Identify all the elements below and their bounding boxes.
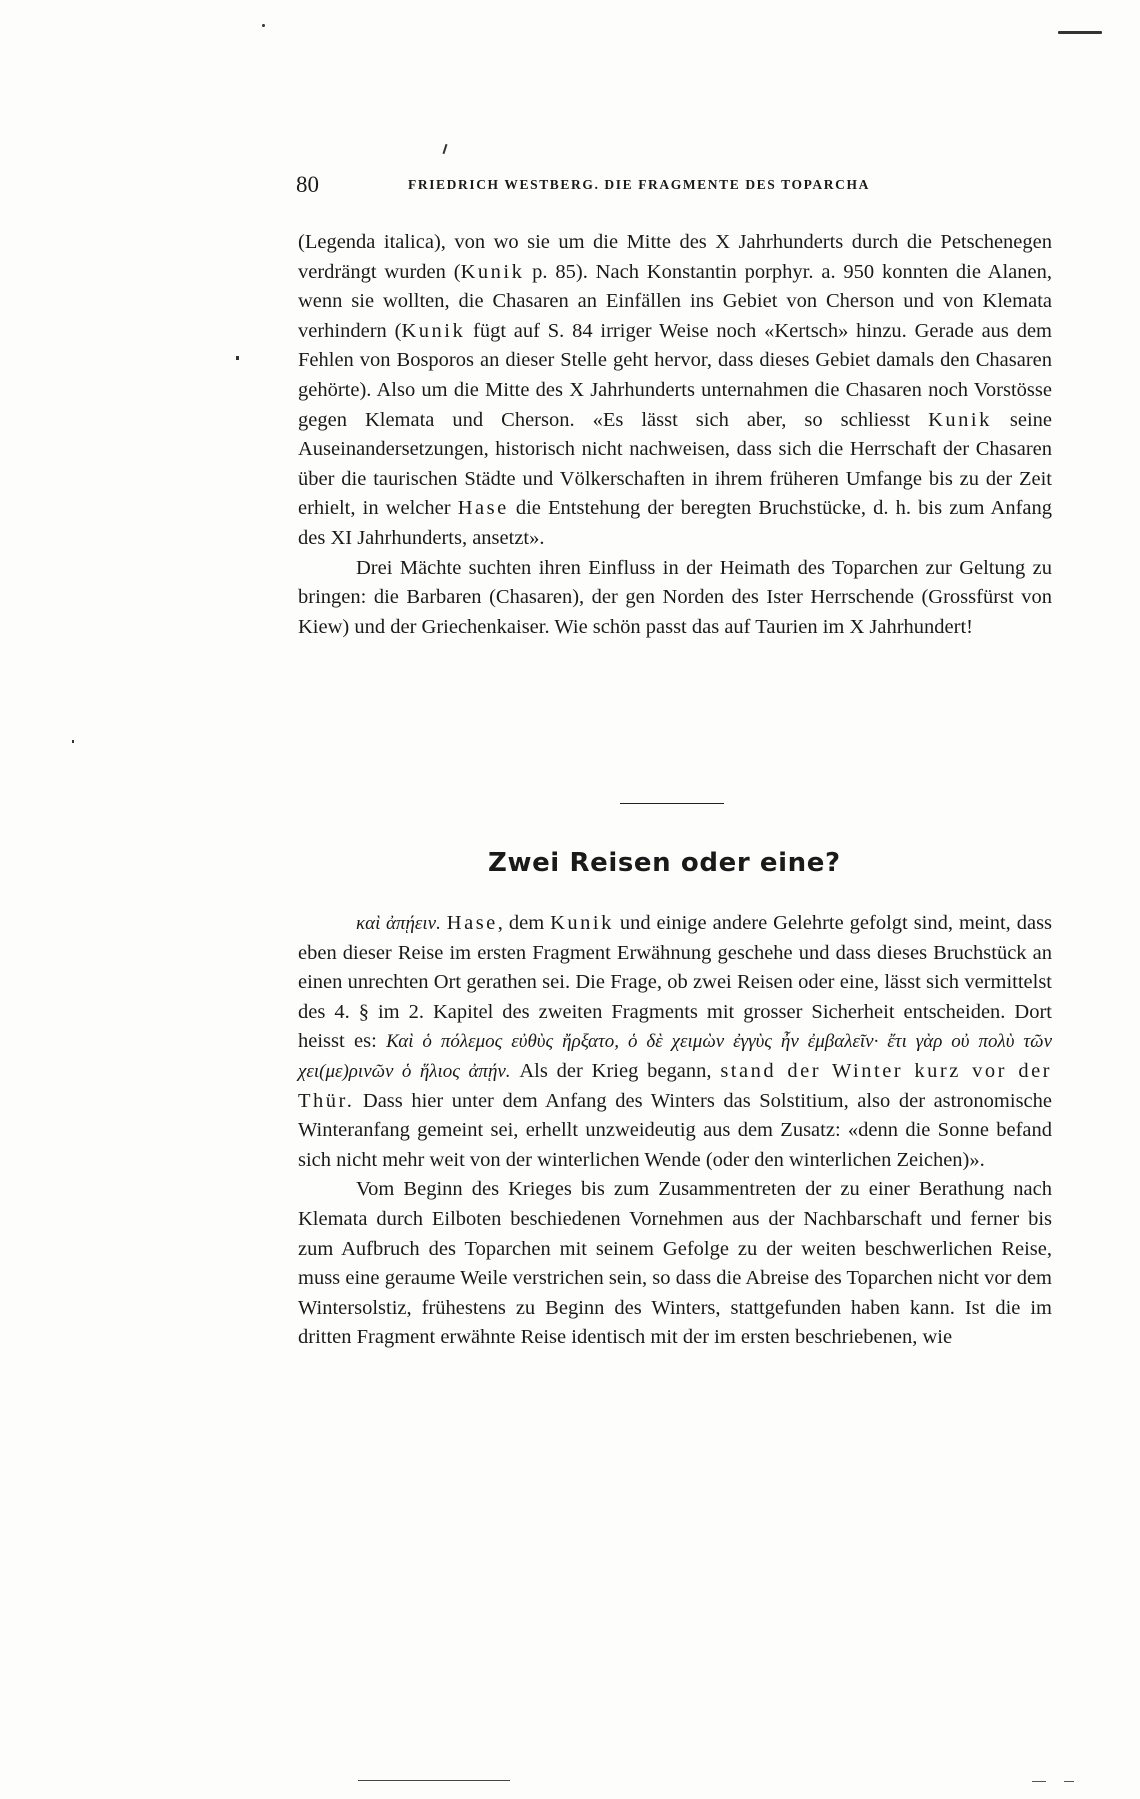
scan-speck [443,144,448,154]
text-block-lower [298,909,1052,1353]
page-header [296,172,1056,212]
section-title: Zwei Reisen oder eine? [488,848,841,878]
text-run: Als der Krieg begann, [510,1059,721,1082]
emphasized-text: stand der Winter kurz vor der Thür. [298,1059,1052,1112]
paragraph: Vom Beginn des Krieges bis zum Zusammentreten der zu einer Berathung nach Klemata durch Eilboten beschiedenen Vornehmen aus der Nachbarschaft und ferner bis zum Aufbruch des Toparchen mit seinem Gefolge zu der weiten beschwerlichen Reise, muss eine geraume Weile verstrichen sein, so dass die Abreise des Toparchen nicht vor dem Wintersolstiz, frühestens zu Beginn des Winters, stattgefunden haben kann. Ist die im dritten Fragment erwähnte Reise identisch mit der im ersten beschriebenen, wie [298,1178,1052,1349]
text-run: die Entstehung der beregten Bruchstücke, d. h. bis zum Anfang des XI Jahrhunderts, ansetzt». [298,497,1052,549]
text-run: fügt auf S. 84 irriger Weise noch «Kertsch» hinzu. Gerade aus dem Fehlen von Bosporos an dieser Stelle geht hervor, dass dieses Gebiet damals den Chasaren gehörte). Also um die Mitte des X Jahrhunderts unternahmen die Chasaren noch Vorstösse gegen Klemata und Cherson. «Es lässt sich aber, so schliesst [298,319,1053,431]
author-name: Kunik [460,260,525,283]
running-head: FRIEDRICH WESTBERG. DIE FRAGMENTE DES TOPARCHA [408,177,870,192]
author-name: Kunik [928,408,992,431]
text-run: , dem [497,912,551,934]
text-run: Dass hier unter dem Anfang des Winters das Solstitium, also der astronomische Winteranfang gemeint sei, erhellt unzweideutig aus dem Zusatz: «denn die Sonne befand sich nicht mehr weit von der winterlichen Wende (oder den winterlichen Zeichen)». [298,1089,1052,1171]
text-run: p. 85). Nach Konstantin porphyr. a. 950 konnten die Alanen, wenn sie wollten, die Chasaren an Einfällen ins Gebiet von Cherson und von Klemata verhindern ( [298,260,1053,342]
author-name: Hase [457,497,509,520]
scan-speck [262,24,265,27]
text-run: und einige andere Gelehrte gefolgt sind, meint, dass eben dieser Reise im ersten Fragment Erwähnung geschehe und dass dieses Bruchstück an einen unrechten Ort gerathen sei. Die Frage, ob zwei Reisen oder eine, lässt sich vermittelst des 4. § im 2. Kapitel des zweiten Fragments mit grosser Sicherheit entscheiden. Dort heisst es: [298,912,1053,1053]
paragraph: Drei Mächte suchten ihren Einfluss in der Heimath des Toparchen zur Geltung zu bringen: die Barbaren (Chasaren), der gen Norden des Ister Herrschende (Grossfürst von Kiew) und der Griechenkaiser. Wie schön passt das auf Taurien im X Jahrhundert! [298,556,1052,638]
text-run: seine Auseinandersetzungen, historisch nicht nachweisen, dass sich die Herrschaft der Chasaren über die taurischen Städte und Völkerschaften in ihrem früheren Umfange bis zu der Zeit erhielt, in welcher [298,408,1052,520]
page-number: 80 [296,172,319,197]
bottom-rule [358,1780,510,1781]
author-name: Kunik [401,319,466,342]
section-divider [620,803,724,804]
text-block-upper [298,228,1052,642]
scan-speck [72,740,74,743]
bottom-dash [1032,1781,1046,1782]
bottom-dash [1064,1781,1074,1782]
scan-speck [236,356,239,360]
greek-quote: Καὶ ὁ πόλεμος εὐθὺς ἤρξατο, ὁ δὲ χειμὼν ἐγγὺς ἦν ἐμβαλεῖν· ἔτι γὰρ οὐ πολὺ τῶν χει(με)ρινῶν ὁ ἥλιος ἀπῄν. [298,1031,1053,1082]
greek-quote: καὶ ἀπῄειν. [356,913,441,934]
paragraph [298,909,1052,1175]
author-name: Hase [446,912,498,934]
text-run: (Legenda italica), von wo sie um die Mitte des X Jahrhunderts durch die Petschenegen verdrängt wurden ( [298,231,1052,283]
scan-edge-mark [1058,31,1102,34]
author-name: Kunik [550,912,614,934]
paragraph [298,228,1052,554]
